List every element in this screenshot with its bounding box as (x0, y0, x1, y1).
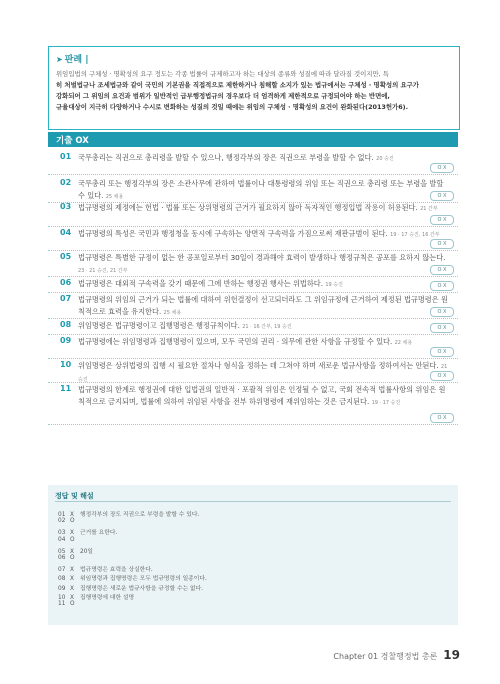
question-body: 법규명령은 대외적 구속력을 갖기 때문에 그에 반하는 행정권 행사는 위법하다. (78, 279, 324, 288)
answer-row (58, 573, 207, 582)
question-body: 국무총리는 직권으로 총리령을 발할 수 있으나, 행정각부의 장은 직권으로 부령을 발할 수 없다. (78, 153, 374, 162)
question-source: 20 승진 (376, 156, 394, 162)
ox-question-item (48, 320, 458, 335)
answer-row (58, 592, 134, 601)
answer-row (58, 564, 153, 573)
answer-explanation: 집행명령에 대한 설명 (80, 594, 135, 601)
ox-checkbox[interactable]: O X (430, 265, 454, 275)
ox-question-item (48, 384, 458, 425)
answer-row (58, 527, 117, 536)
question-body: 법규명령의 제정에는 헌법 · 법률 또는 상위명령의 근거가 필요하지 않아 독자적인 행정입법 작용이 허용된다. (78, 203, 418, 212)
question-number: 08 (60, 320, 72, 329)
question-text (78, 360, 448, 386)
ox-checkbox[interactable]: O X (430, 307, 454, 317)
question-source: 21 승진 (78, 364, 448, 383)
question-text (78, 336, 448, 349)
answer-number: 09 (58, 585, 66, 592)
question-body: 법규명령은 특별한 규정이 없는 한 공포일로부터 30일이 경과해야 효력이 발생하나 행정규칙은 공포를 요하지 않는다. (78, 253, 446, 262)
question-body: 법규명령의 한계로 행정권에 대한 입법권의 일반적 · 포괄적 위임은 인정될 수 없고, 국회 전속적 법률사항의 위임은 원칙적으로 금지되며, 법률에 의하여 위임된 사항을 전부 하위명령에 재위임하는 것은 금지된다. (78, 385, 446, 406)
answer-mark: O (70, 536, 75, 543)
question-text (78, 228, 448, 241)
ox-checkbox[interactable]: O X (430, 163, 454, 173)
answer-explanation: 법규명령은 효력을 상실한다. (80, 567, 153, 574)
divider (55, 501, 451, 502)
question-text (78, 294, 448, 319)
ox-section-title: 기출 OX (56, 136, 89, 146)
question-text (78, 278, 448, 291)
precedent-line: 규율대상이 지극히 다양하거나 수시로 변화하는 성질의 것일 때에는 위임의 구체성 · 명확성의 요건이 완화된다(2013헌가6). (56, 103, 408, 111)
ox-checkbox[interactable]: O X (430, 191, 454, 201)
question-number: 03 (60, 202, 72, 211)
question-number: 11 (60, 384, 72, 393)
question-text (78, 152, 448, 165)
arrow-icon: ➤ (56, 55, 63, 64)
question-number: 09 (60, 336, 72, 345)
question-source: 25 채용 (105, 194, 124, 200)
ox-question-item (48, 178, 458, 203)
answer-number: 10 (58, 594, 66, 601)
question-number: 01 (60, 152, 72, 161)
answer-row (58, 555, 80, 561)
answer-mark: X (70, 594, 74, 601)
precedent-line: 위임입법의 구체성 · 명확성의 요구 정도는 각종 법률이 규제하고자 하는 대상의 종류와 성질에 따라 달라질 것이지만, 특 (56, 70, 389, 78)
question-number: 05 (60, 252, 72, 261)
ox-question-item (48, 202, 458, 227)
answer-section (48, 485, 458, 625)
page-footer (333, 648, 460, 662)
answer-row (58, 509, 199, 518)
question-number: 06 (60, 278, 72, 287)
answer-number: 02 (58, 518, 66, 525)
answer-mark: X (70, 585, 74, 592)
question-source: 21 간부 (420, 206, 438, 212)
ox-question-item (48, 152, 458, 175)
question-source: 21 · 16 간부, 19 승진 (242, 324, 292, 330)
answer-row (58, 546, 93, 555)
question-number: 07 (60, 294, 72, 303)
ox-question-item (48, 360, 458, 383)
question-text (78, 202, 448, 215)
answer-mark: O (70, 555, 75, 561)
ox-checkbox[interactable]: O X (430, 347, 454, 357)
ox-checkbox[interactable]: O X (430, 323, 454, 333)
question-number: 04 (60, 228, 72, 237)
question-text (78, 320, 448, 333)
ox-question-item (48, 294, 458, 319)
answer-number: 04 (58, 536, 66, 543)
answer-number: 03 (58, 530, 66, 537)
answer-number: 05 (58, 548, 66, 555)
answer-explanation: 20일 (80, 548, 93, 555)
answer-mark: O (70, 518, 75, 525)
ox-checkbox[interactable]: O X (430, 413, 454, 423)
answer-explanation: 위임명령과 집행명령은 모두 법규명령의 일종이다. (80, 576, 207, 583)
precedent-box (48, 46, 460, 130)
answer-row (58, 518, 80, 524)
answer-mark: X (70, 576, 74, 583)
question-body: 국무총리 또는 행정각부의 장은 소관사무에 관하여 법률이나 대통령령의 위임 또는 직권으로 총리령 또는 부령을 발할 수 있다. (78, 179, 444, 200)
answer-mark: X (70, 548, 74, 555)
chapter-label: Chapter 01 경찰행정법 총론 (333, 652, 438, 661)
question-body: 법규명령에는 위임명령과 집행명령이 있으며, 모두 국민의 권리 · 의무에 관한 사항을 규정할 수 있다. (78, 337, 393, 346)
question-body: 위임명령은 법규명령이고 집행명령은 행정규칙이다. (78, 321, 240, 330)
ox-checkbox[interactable]: O X (430, 215, 454, 225)
answer-explanation: 집행명령은 새로운 법규사항을 규정할 수는 없다. (80, 585, 204, 592)
ox-question-item (48, 228, 458, 251)
answer-mark: X (70, 567, 74, 574)
page-number: 19 (443, 648, 460, 662)
question-body: 위임명령은 상위법령의 집행 시 필요한 절차나 형식을 정하는 데 그쳐야 하며 새로운 법규사항을 정하여서는 안된다. (78, 361, 439, 370)
ox-checkbox[interactable]: O X (430, 371, 454, 381)
answer-explanation: 근거를 요한다. (80, 530, 118, 537)
answer-number: 07 (58, 567, 66, 574)
question-text (78, 384, 448, 409)
question-source: 25 채용 (163, 310, 182, 316)
question-source: 19 승진 (325, 282, 343, 288)
answer-mark: O (70, 601, 75, 607)
question-number: 10 (60, 360, 72, 369)
precedent-title: ➤ 판례 | (56, 55, 89, 65)
answer-row (58, 583, 203, 592)
question-source: 19 · 17 승진 (371, 400, 401, 406)
ox-question-item (48, 278, 458, 293)
answer-row (58, 601, 80, 607)
answer-mark: X (70, 512, 74, 518)
precedent-line: 히 처벌법규나 조세법규와 같이 국민의 기본권을 직접적으로 제한하거나 침해할 소지가 있는 법규에서는 구체성 · 명확성의 요구가 (56, 81, 419, 89)
ox-checkbox[interactable]: O X (430, 239, 454, 249)
ox-checkbox[interactable]: O X (430, 281, 454, 291)
answer-row (58, 537, 80, 543)
question-source: 22 채용 (394, 340, 413, 346)
ox-section-header (48, 132, 458, 147)
answer-explanation: 행정각부의 장도 직권으로 부령을 발할 수 있다. (80, 512, 200, 518)
precedent-line: 강화되어 그 위임의 요건과 범위가 일반적인 급부행정법규의 경우보다 더 엄격하게 제한적으로 규정되어야 하는 반면에, (56, 92, 390, 100)
answer-number: 06 (58, 555, 66, 561)
question-source: 23 · 21 승진, 21 간부 (78, 268, 128, 274)
answer-number: 11 (58, 601, 66, 607)
answer-number: 08 (58, 576, 66, 583)
question-body: 법규명령의 위임의 근거가 되는 법률에 대하여 위헌결정이 선고되더라도 그 위임규정에 근거하여 제정된 법규명령은 원칙적으로 효력을 유지한다. (78, 295, 448, 316)
answer-number: 01 (58, 512, 66, 518)
question-body: 법규명령의 특성은 국민과 행정청을 동시에 구속하는 양면적 구속력을 가짐으로써 재판규범이 된다. (78, 229, 388, 238)
answer-title: 정답 및 해설 (55, 492, 94, 500)
question-text (78, 178, 448, 203)
ox-question-item (48, 252, 458, 277)
question-number: 02 (60, 178, 72, 187)
ox-question-item (48, 336, 458, 359)
question-source: 19 · 17 승진, 16 간부 (390, 232, 440, 238)
question-text (78, 252, 448, 277)
answer-mark: X (70, 530, 74, 537)
precedent-body (56, 69, 452, 113)
